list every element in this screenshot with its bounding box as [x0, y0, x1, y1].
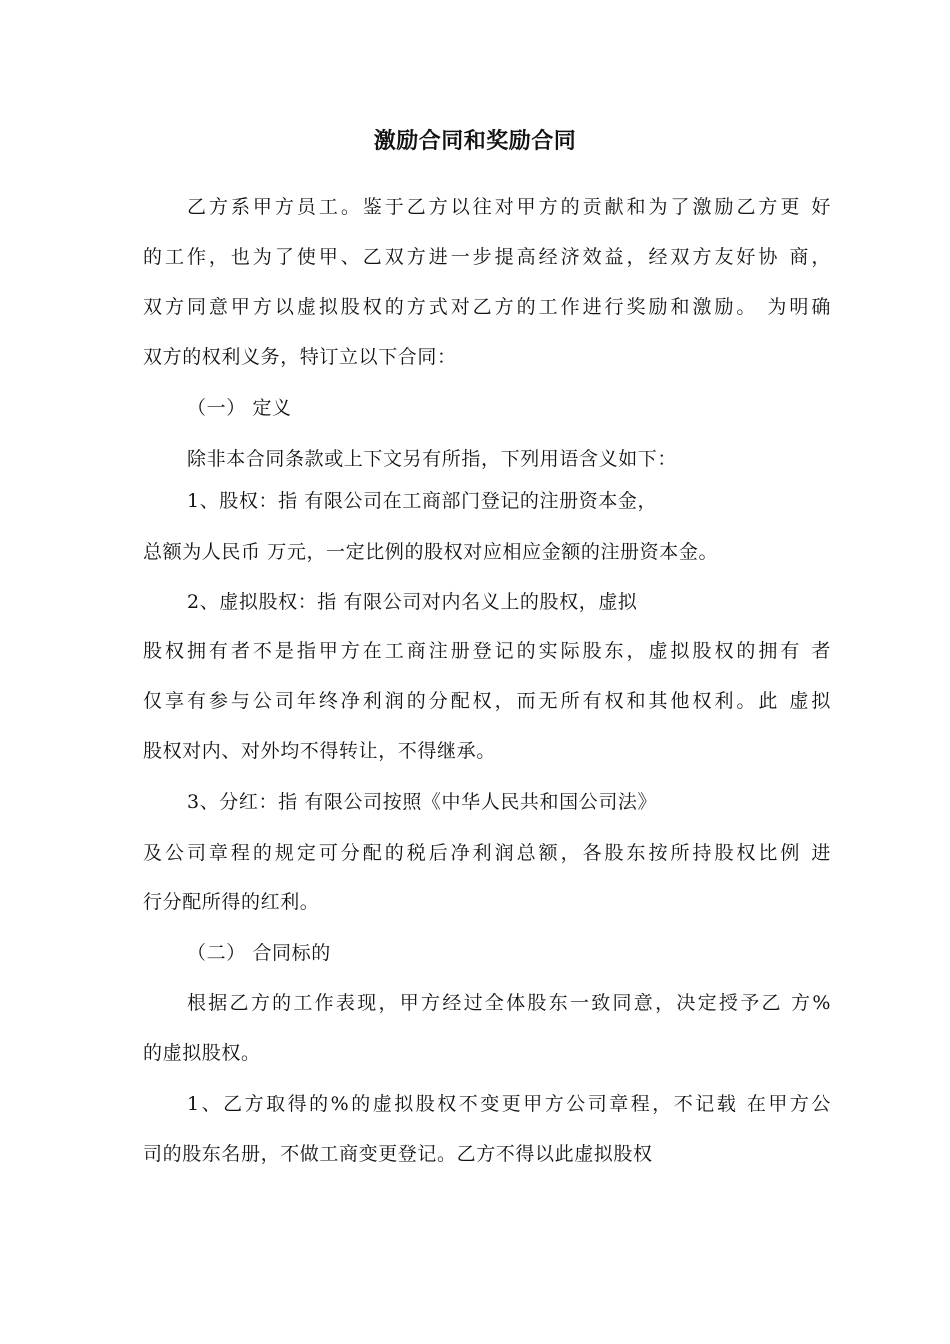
text-line: 根据乙方的工作表现，甲方经过全体股东一致同意，决定授予乙 方% [187, 992, 831, 1014]
text-line: 司的股东名册，不做工商变更登记。乙方不得以此虚拟股权 [143, 1143, 653, 1165]
text-line: 股权拥有者不是指甲方在工商注册登记的实际股东，虚拟股权的拥有 者 [143, 640, 831, 662]
text-line: 的虚拟股权。 [143, 1042, 261, 1064]
text-line: 2、虚拟股权：指 有限公司对内名义上的股权，虚拟 [187, 591, 638, 613]
text-line: 股权对内、对外均不得转让，不得继承。 [143, 740, 496, 762]
text-line: 3、分红：指 有限公司按照《中华人民共和国公司法》 [187, 791, 658, 813]
text-line: 总额为人民币 万元，一定比例的股权对应相应金额的注册资本金。 [143, 541, 719, 563]
section-heading: （二） 合同标的 [187, 942, 331, 964]
text-line: 双方的权利义务，特订立以下合同： [143, 346, 457, 368]
text-line: 1、乙方取得的%的虚拟股权不变更甲方公司章程，不记载 在甲方公 [187, 1093, 831, 1115]
text-line: 及公司章程的规定可分配的税后净利润总额，各股东按所持股权比例 进 [143, 842, 831, 864]
text-line: 的工作，也为了使甲、乙双方进一步提高经济效益，经双方友好协 商， [143, 246, 831, 268]
text-line: 仅享有参与公司年终净利润的分配权，而无所有权和其他权利。此 虚拟 [143, 690, 831, 712]
text-line: 乙方系甲方员工。鉴于乙方以往对甲方的贡献和为了激励乙方更 好 [187, 196, 831, 218]
text-line: 除非本合同条款或上下文另有所指，下列用语含义如下： [187, 448, 678, 470]
text-line: 1、股权：指 有限公司在工商部门登记的注册资本金， [187, 490, 658, 512]
section-heading: （一） 定义 [187, 397, 292, 419]
document-title: 激励合同和奖励合同 [373, 129, 577, 154]
text-line: 行分配所得的红利。 [143, 891, 320, 913]
text-line: 双方同意甲方以虚拟股权的方式对乙方的工作进行奖励和激励。 为明确 [143, 296, 831, 318]
